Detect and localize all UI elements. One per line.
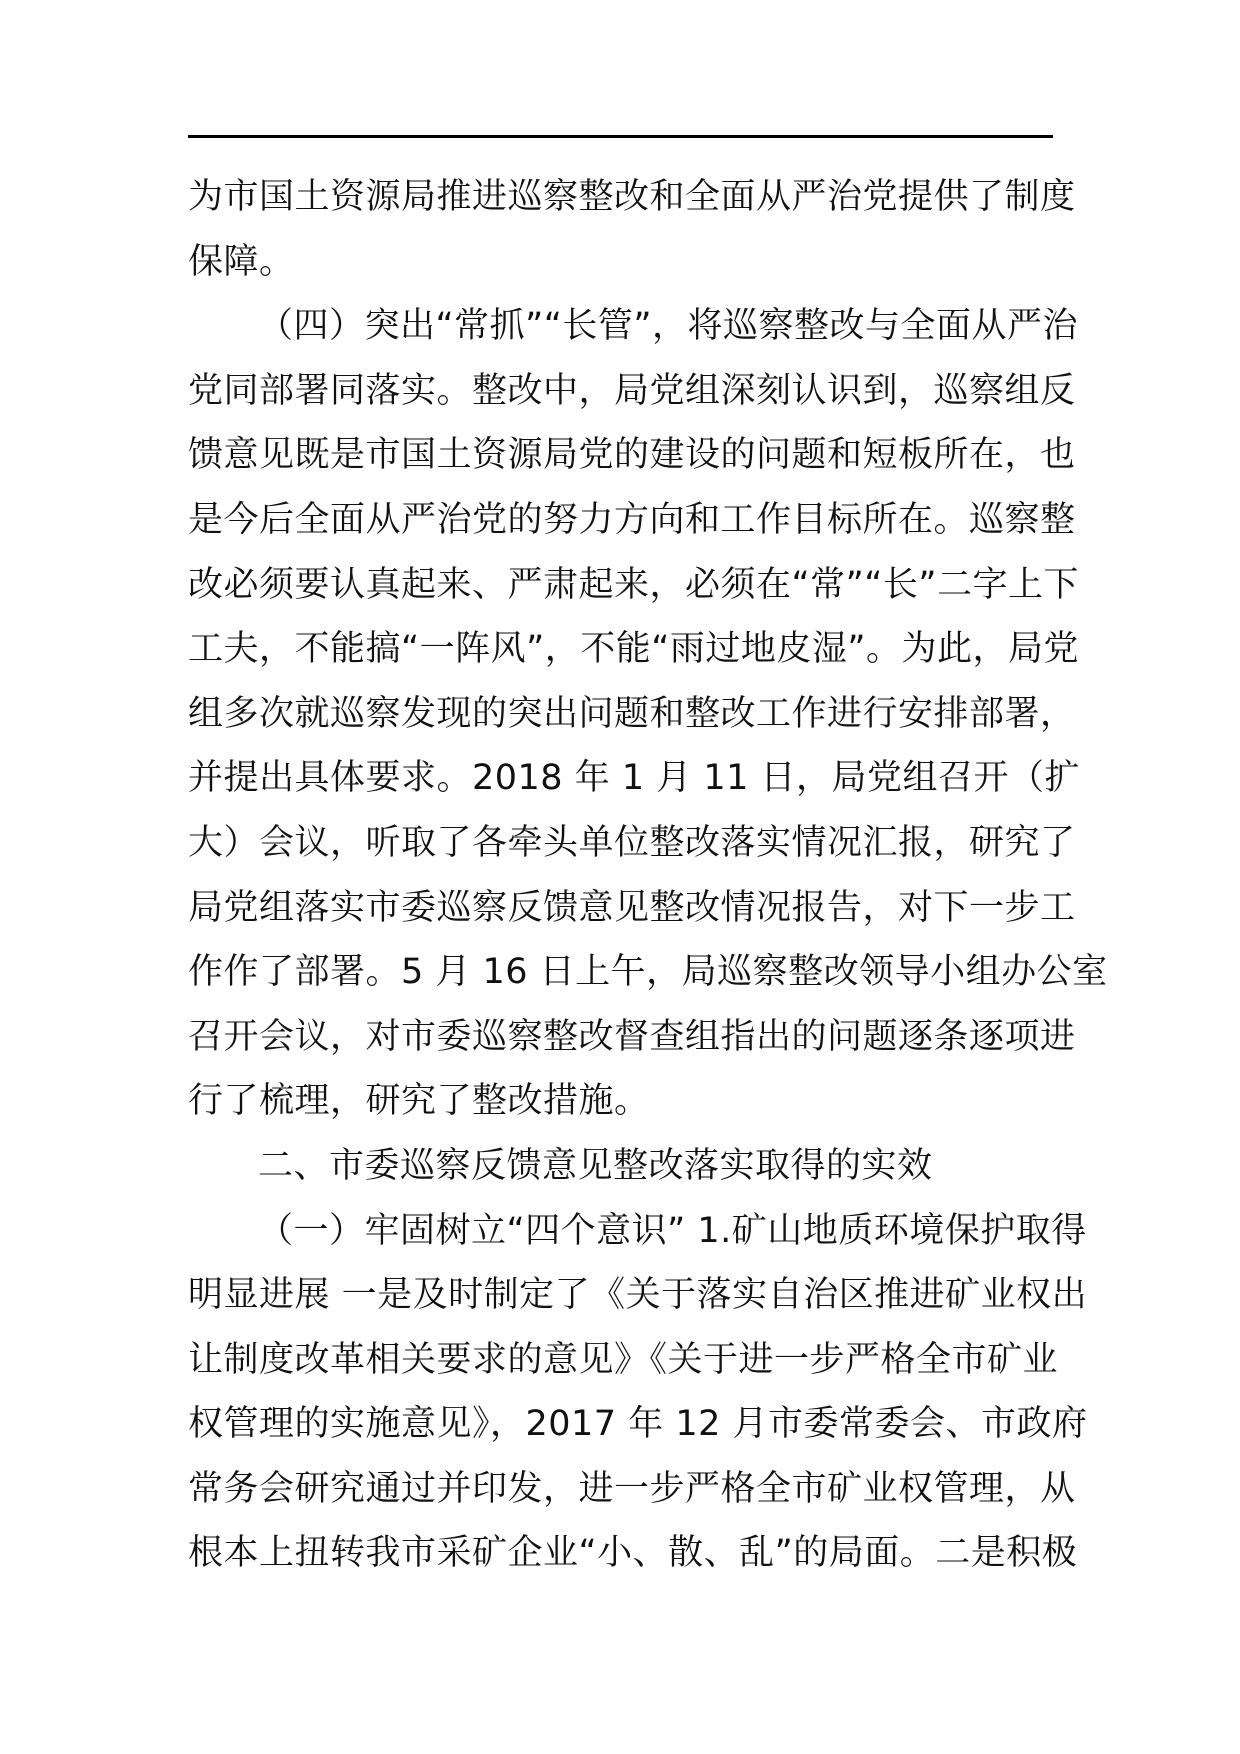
- document-body: [188, 165, 1108, 1586]
- text-line: 保障。: [188, 241, 295, 282]
- text-line: 改必须要认真起来、严肃起来，必须在“常”“长”二字上下: [188, 564, 1080, 605]
- text-line: 并提出具体要求。2018 年 1 月 11 日，局党组召开（扩: [188, 758, 1081, 799]
- header-rule: [188, 135, 1053, 138]
- text-line: （四）突出“常抓”“长管”，将巡察整改与全面从严治: [258, 306, 1079, 347]
- text-line: 为市国土资源局推进巡察整改和全面从严治党提供了制度: [188, 177, 1076, 217]
- text-line: 大）会议，听取了各牵头单位整改落实情况汇报，研究了: [188, 822, 1076, 863]
- text-line: 是今后全面从严治党的努力方向和工作目标所在。巡察整: [188, 499, 1076, 540]
- text-line: 局党组落实市委巡察反馈意见整改情况报告，对下一步工: [188, 887, 1076, 928]
- text-line: 行了梳理，研究了整改措施。: [188, 1081, 650, 1122]
- text-line: 权管理的实施意见》，2017 年 12 月市委常委会、市政府: [188, 1404, 1088, 1445]
- text-line: 明显进展 一是及时制定了《关于落实自治区推进矿业权出: [188, 1275, 1088, 1316]
- text-line: 让制度改革相关要求的意见》《关于进一步严格全市矿业: [188, 1339, 1059, 1380]
- text-line: 组多次就巡察发现的突出问题和整改工作进行安排部署，: [188, 693, 1076, 734]
- section-heading: 二、市委巡察反馈意见整改落实取得的实效: [258, 1145, 933, 1186]
- text-line: 作作了部署。5 月 16 日上午，局巡察整改领导小组办公室: [188, 952, 1108, 993]
- text-line: 根本上扭转我市采矿企业“小、散、乱”的局面。二是积极: [188, 1533, 1078, 1574]
- text-line: 工夫，不能搞“一阵风”，不能“雨过地皮湿”。为此，局党: [188, 629, 1080, 670]
- text-line: （一）牢固树立“四个意识” 1.矿山地质环境保护取得: [258, 1210, 1087, 1251]
- text-line: 召开会议，对市委巡察整改督查组指出的问题逐条逐项进: [188, 1016, 1076, 1057]
- text-line: 常务会研究通过并印发，进一步严格全市矿业权管理，从: [188, 1468, 1076, 1509]
- text-line: 馈意见既是市国土资源局党的建设的问题和短板所在，也: [188, 435, 1076, 476]
- text-line: 党同部署同落实。整改中，局党组深刻认识到，巡察组反: [188, 370, 1076, 411]
